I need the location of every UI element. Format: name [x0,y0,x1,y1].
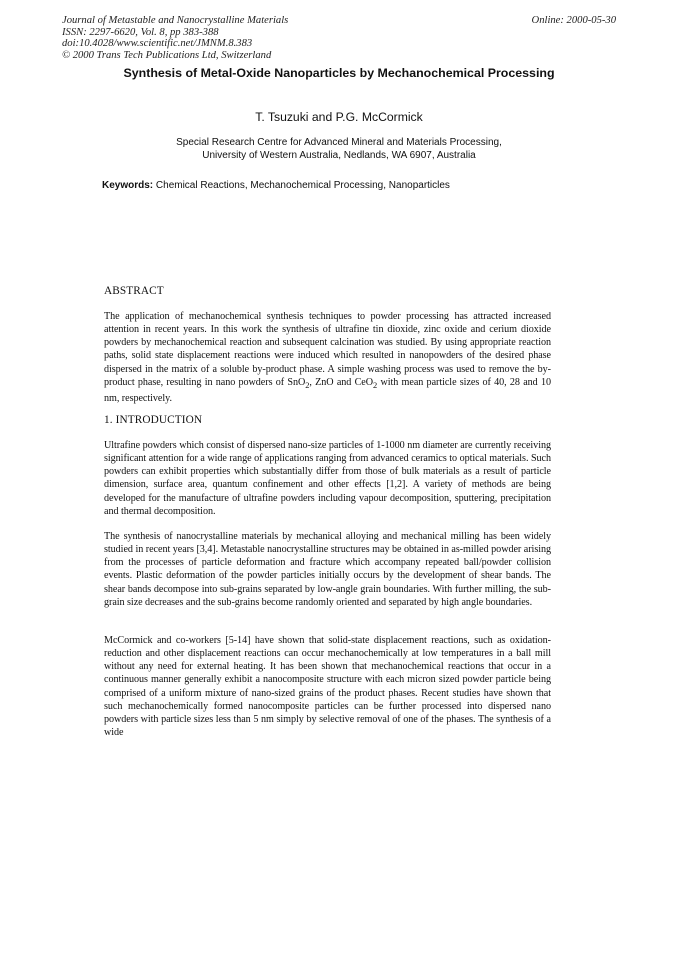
intro-paragraph-2: The synthesis of nanocrystalline materials by mechanical alloying and mechanical milling has been widely studied in recent years [3,4]. Metastable nanocrystalline structures may be obtained in as-milled powder arising from the processes of particle deformation and fracture which accompany repeated ball/powder collision events. Plastic deformation of the powder particles initially occurs by the development of shear bands. The shear bands decompose into sub-grains separated by low-angle grain boundaries. With further milling, the sub-grain size decreases and the sub-grains become randomly oriented and separated by high angle boundaries. [104,531,551,608]
paper-title: Synthesis of Metal-Oxide Nanoparticles by Mechanochemical Processing [123,66,555,80]
affiliation [0,136,678,162]
intro-paragraph-1: Ultrafine powders which consist of dispersed nano-size particles of 1-1000 nm diameter are currently receiving significant attention for a wide range of applications ranging from advanced ceramics to optical materials. Such powders can exhibit properties which substantially differ from those of bulk materials as a result of particle dimension, surface area, quantum confinement and other effects [1,2]. A variety of methods are being developed for the manufacture of ultrafine powders including vapour decomposition, sputtering, precipitation and thermal decomposition. [104,440,551,517]
online-date: Online: 2000-05-30 [531,15,616,26]
doi-line: doi:10.4028/www.scientific.net/JMNM.8.383 [62,38,253,50]
keywords-label: Keywords: [102,180,154,191]
keywords-list: Chemical Reactions, Mechanochemical Processing, Nanoparticles [155,180,450,191]
intro-paragraph-3: McCormick and co-workers [5-14] have shown that solid-state displacement reactions, such as oxidation-reduction and other displacement reactions can occur mechanochemically at low temperatures in a ball mill without any need for external heating. It has been shown that mechanochemical reactions that occur in a continuous manner generally exhibit a nanocomposite structure with each micron sized powder particle being comprised of a uniform mixture of nano-sized grains of the product phases. Recent studies have shown that such mechanochemically formed nanocomposite particles can be further processed into dispersed nano powders with particle sizes less than 5 nm simply by selective removal of one of the phases. The synthesis of a wide [104,635,551,739]
introduction-heading: 1. INTRODUCTION [104,414,203,426]
affiliation-line-2: University of Western Australia, Nedlands, WA 6907, Australia [202,150,476,161]
journal-name: Journal of Metastable and Nanocrystalline Materials [62,15,289,26]
issn-line: ISSN: 2297-6620, Vol. 8, pp 383-388 [62,26,219,38]
keywords [102,180,622,191]
abstract-text: The application of mechanochemical synthesis techniques to powder processing has attracted increased attention in recent years. In this work the synthesis of ultrafine tin dioxide, zinc oxide and cerium dioxide powders by mechanochemical reaction and subsequent calcination was studied. By using appropriate reaction paths, solid state displacement reactions were induced which resulted in nanopowders of the desired phase dispersed in the matrix of a soluble by-product phase. A simple washing process was used to remove the by-product phase, resulting in nano powders of SnO$_2$, ZnO and CeO$_2$ with mean particle sizes of 40, 28 and 10 nm, respectively. [104,311,551,404]
abstract-heading: ABSTRACT [104,285,164,297]
copyright-line: © 2000 Trans Tech Publications Ltd, Switzerland [62,49,272,61]
authors: T. Tsuzuki and P.G. McCormick [255,110,423,124]
affiliation-line-1: Special Research Centre for Advanced Mineral and Materials Processing, [176,137,502,148]
journal-info [62,15,288,61]
